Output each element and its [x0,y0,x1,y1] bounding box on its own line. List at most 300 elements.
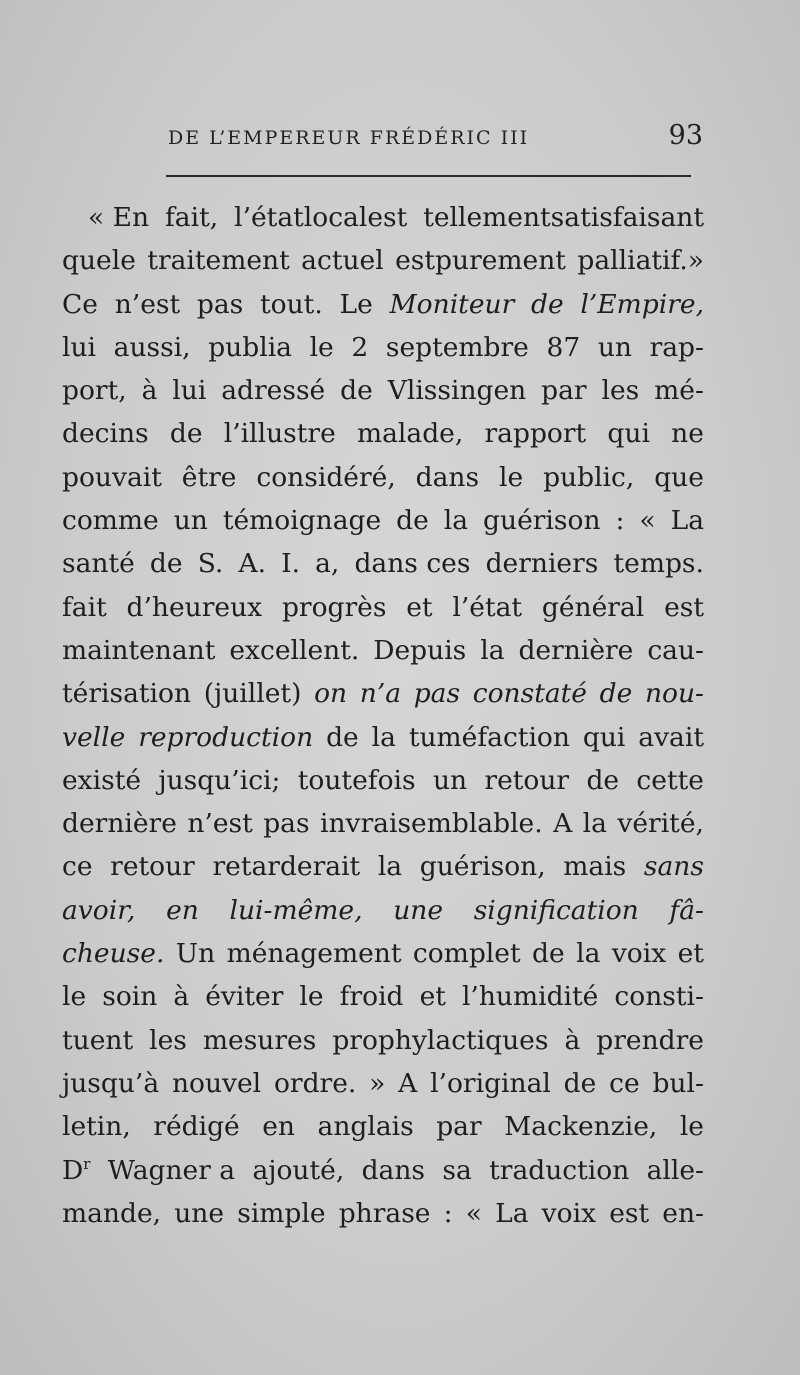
word [166,889,199,932]
word [223,499,381,542]
word [617,802,704,845]
word [62,499,159,542]
word-text: soin [102,981,158,1013]
word-text: et [419,981,446,1013]
word-text: térisation [62,678,192,710]
word [102,975,157,1018]
word [480,629,504,672]
word-text: : [615,505,625,537]
word [114,326,191,369]
word [409,716,570,759]
word [62,629,215,672]
word-text: prendre [596,1024,704,1056]
text-line [62,542,704,585]
word [174,1192,224,1235]
word-text: traduction [489,1154,630,1186]
word-text: être [181,461,237,493]
word-text: constaté [472,678,587,710]
word [262,1105,295,1148]
word-text: pouvait [62,461,162,493]
word-text: l’étatlocalest [234,202,408,233]
word [664,586,704,629]
word-text: en [262,1111,295,1143]
word-text: S. [197,548,224,580]
word [388,369,527,412]
word-text: retarderait [212,851,361,883]
word [542,586,644,629]
word-text: excellent. [229,634,360,666]
word [62,239,136,282]
word [532,932,565,975]
text-line [62,586,704,629]
word-text: ce [609,1067,640,1099]
word-text: rapport [484,418,587,450]
word [444,499,468,542]
word [398,1062,417,1105]
word-text: complet [412,938,521,970]
word-text: de [532,938,565,970]
word-text: public, [543,461,635,493]
word-text: publia [208,331,292,363]
word [452,586,522,629]
text-line [62,456,704,499]
word [393,889,443,932]
header-rule [166,175,691,177]
word [678,932,704,975]
word [563,845,626,888]
word [115,283,180,326]
word [318,1105,414,1148]
word [182,456,237,499]
word [62,1149,90,1192]
word-text: tout. [260,288,323,320]
word [609,1192,649,1235]
word-text: palliatif.» [577,245,704,277]
word [395,239,566,282]
word-text: la [443,505,469,537]
word [466,1192,482,1235]
word [638,716,704,759]
word [198,542,224,585]
word-text: en [166,894,199,926]
running-head: DE L’EMPEREUR FRÉDÉRIC III [168,127,530,149]
word [320,802,543,845]
word-text: dans [361,1154,426,1186]
word-text: Wagner a [107,1154,236,1186]
word-text: « [465,1197,482,1229]
word [669,889,704,932]
word [62,586,107,629]
word-text: froid [339,981,404,1013]
word-text: ménagement [226,938,402,970]
word [483,499,600,542]
word-text: qui [607,418,650,450]
text-line [62,716,704,759]
word [357,412,463,455]
word [639,499,655,542]
word-text: Moniteur [389,288,515,320]
word [62,326,96,369]
word [354,542,470,585]
word [170,412,203,455]
word [229,889,362,932]
word-text: aussi, [113,331,191,363]
word [62,542,135,585]
word [62,1062,159,1105]
word-text: rédigé [153,1111,240,1143]
word-text: on [314,678,348,710]
word-text: prophylactiques [332,1024,549,1056]
word [224,412,336,455]
text-line [62,975,704,1018]
word [654,369,704,412]
word [420,845,546,888]
word-text: Depuis [373,634,467,666]
word [351,326,368,369]
word-text: pas [196,288,244,320]
word-text: progrès [281,591,387,623]
word-text: la [480,634,505,666]
word [504,1105,657,1148]
word [373,629,466,672]
word [108,1149,235,1192]
word-text: A [553,808,573,840]
word-text: estpurement [395,245,566,277]
word [360,672,401,715]
word [282,586,387,629]
word-text: de [586,764,620,796]
word-text: l’illustre [223,418,336,450]
word-text: à [564,1024,581,1056]
word [149,1019,187,1062]
word [165,196,218,239]
word [645,672,704,715]
text-line [62,759,704,802]
word [339,1192,431,1235]
text-line [62,499,704,542]
word-text: le [679,1111,704,1143]
word [208,326,292,369]
word-text: Vlissingen [387,375,527,407]
word-text: un [432,764,468,796]
text-line [62,802,704,845]
page-header [168,120,703,160]
word-text: A. [238,548,266,580]
word [227,932,402,975]
word [62,975,86,1018]
word-text: l’état [452,591,523,623]
word-text: mais [563,851,627,883]
word [127,586,263,629]
word-text: rap- [649,331,704,363]
word-text: » [369,1067,386,1099]
word-text: de [169,418,203,450]
word-text: de [340,375,373,407]
word-text: le [62,981,87,1013]
word-text: bul- [652,1067,704,1099]
word [197,283,243,326]
word [473,672,587,715]
word [654,456,704,499]
word [138,716,313,759]
word [62,283,98,326]
word [212,845,360,888]
word-text: lui-même, [229,894,363,926]
word [495,1192,528,1235]
word-text: cette [636,764,704,796]
word [485,412,587,455]
word-text: un [173,505,208,537]
word-text: une [174,1197,225,1229]
word [671,412,704,455]
word [647,1149,704,1192]
word-text: Un [175,938,216,970]
word [647,629,704,672]
word-text: éviter [205,981,284,1013]
word [332,1019,548,1062]
word [62,845,93,888]
word-text: avait [638,721,704,753]
word [662,1192,704,1235]
word-text: dernière [518,634,634,666]
word [433,759,467,802]
word [372,716,396,759]
word-text: I. [281,548,301,580]
word [553,802,572,845]
word [531,283,564,326]
word-text: La [670,505,704,537]
word-text: l’humidité [461,981,599,1013]
word-text: de [599,678,633,710]
word-text: voix [611,938,667,970]
word [499,456,523,499]
word-text: dans [415,461,480,493]
word [489,1149,629,1192]
word-text: lui [62,331,97,363]
word-text: (juillet) [203,678,302,710]
word [414,672,460,715]
word-text: vérité, [617,808,704,840]
word [430,1062,551,1105]
word-text: nou- [644,678,704,710]
word [602,369,640,412]
word [314,672,347,715]
word [644,845,704,888]
word [546,326,580,369]
word-text: une [393,894,444,926]
word-text: velle [62,721,126,753]
word-text: cheuse. [62,938,165,970]
word [62,1019,133,1062]
word-text: la [377,851,403,883]
word-text: reproduction [138,721,314,753]
text-line [62,196,704,239]
body-text [62,196,704,1235]
word-text: tuent [62,1024,134,1056]
word-text: pas [263,808,310,840]
word-text: port, [62,375,127,407]
word-text: existé [62,764,142,796]
word-text: de [531,288,564,320]
word [416,456,479,499]
word [386,326,529,369]
word-text: retour [110,851,195,883]
word [616,499,625,542]
word-text: : [443,1197,453,1229]
word-text: fait, [165,202,219,233]
word [340,369,373,412]
word-text: malade, [357,418,464,450]
word-text: actuel [301,245,384,277]
word-text: Mackenzie, [504,1111,658,1143]
word-text: letin, [62,1111,131,1143]
word [340,975,404,1018]
word-text: santé [62,548,135,580]
word-text: a, [315,548,340,580]
word [62,412,149,455]
word [263,802,309,845]
word [484,759,569,802]
word [238,542,266,585]
word [203,1019,316,1062]
word [596,1019,704,1062]
word-text: decins [62,418,149,450]
text-line [62,239,704,282]
word [62,889,135,932]
word [62,802,177,845]
word-text: quele [62,245,136,277]
word-text: ajouté, [252,1154,345,1186]
word-text: A [398,1067,418,1099]
word-text: mé- [654,375,704,407]
word-text: est [664,591,704,623]
word [378,845,402,888]
word-text: maintenant [62,634,216,666]
word-text: la [582,808,607,840]
word-text: voix [541,1197,597,1229]
word-text: sans [643,851,704,883]
word-text: ce [62,851,93,883]
word-text: anglais [317,1111,414,1143]
word [444,1192,453,1235]
word-text: et [677,938,704,970]
word [176,932,215,975]
word [299,975,323,1018]
word [310,326,334,369]
word-text: de [149,548,183,580]
word [150,542,183,585]
word [543,456,634,499]
word [187,802,252,845]
word [420,975,446,1018]
text-line [62,326,704,369]
word [315,542,339,585]
word [609,1062,640,1105]
word-text: ne [671,418,704,450]
word [564,1019,580,1062]
word-text: est [609,1197,650,1229]
word-text: et [406,591,433,623]
word [600,672,633,715]
word-text: de [563,1067,597,1099]
word [62,1105,131,1148]
word-text: invraisemblable. [320,808,543,840]
word [613,542,703,585]
word-text: les [149,1024,187,1056]
word [62,456,162,499]
word-text: 2 [351,331,369,363]
word-text: le [309,331,334,363]
word-text: traitement [147,245,290,277]
word [234,196,407,239]
word-text: d’heureux [126,591,263,623]
word [580,283,704,326]
word [518,629,633,672]
word [652,1062,703,1105]
word [256,456,395,499]
word-text: pas [413,678,461,710]
word-text: D [62,1154,84,1186]
word [474,889,639,932]
word [541,369,586,412]
word [650,326,704,369]
word [340,283,373,326]
word-text: sa [442,1154,472,1186]
word-text: le [299,981,324,1013]
word-text: alle- [646,1154,704,1186]
word-text: par [436,1111,482,1143]
word [172,369,206,412]
word-text: guérison, [419,851,546,883]
word [442,1149,471,1192]
word-text: jusqu’ici; [158,764,281,796]
word-text: adressé [221,375,326,407]
word [396,499,429,542]
word [237,1192,325,1235]
word-text: derniers [485,548,599,580]
word [671,499,704,542]
word-text: cau- [647,634,704,666]
word [174,499,208,542]
text-line [62,369,704,412]
word-text: lui [172,375,207,407]
word [369,1062,385,1105]
word [298,759,416,802]
word [274,1062,356,1105]
word-text: l’Empire, [580,288,704,320]
word-text: l’original [430,1067,551,1099]
word-text: phrase [338,1197,431,1229]
text-line [62,1192,704,1235]
word [173,975,189,1018]
word [110,845,195,888]
word-text: retour [484,764,570,796]
word-text: par [541,375,587,407]
word-text: que [654,461,704,493]
word [204,672,302,715]
word [301,239,384,282]
word [260,283,323,326]
text-line [62,672,704,715]
word-text: général [541,591,645,623]
word-text: consti- [614,981,704,1013]
word [413,932,521,975]
word-text: de [396,505,429,537]
word [229,629,359,672]
text-line [62,1105,704,1148]
text-line [62,1062,704,1105]
word-text: fait [62,591,107,623]
